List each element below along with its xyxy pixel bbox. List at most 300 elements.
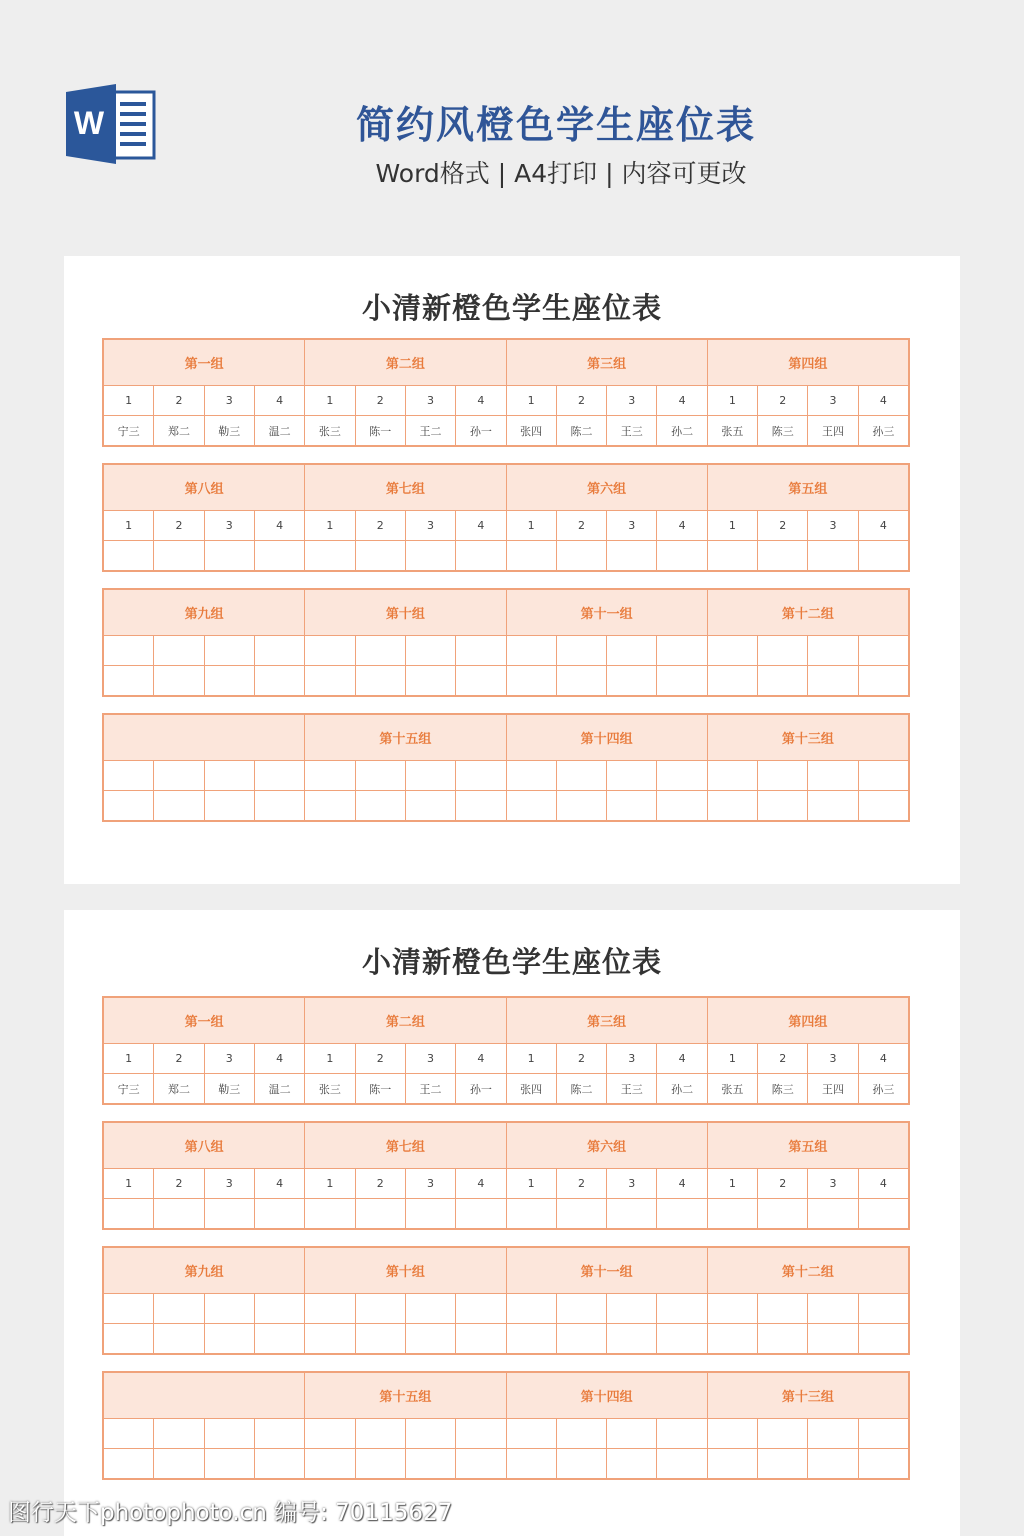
seat-cell bbox=[355, 761, 405, 791]
seat-cell: 郑二 bbox=[154, 1074, 204, 1104]
seat-cell bbox=[808, 1294, 858, 1324]
seat-cell bbox=[204, 1419, 254, 1449]
seat-cell bbox=[355, 1199, 405, 1229]
seat-cell bbox=[506, 1449, 556, 1479]
seat-cell bbox=[506, 1294, 556, 1324]
seat-cell bbox=[758, 1419, 808, 1449]
seat-cell bbox=[204, 636, 254, 666]
group-label: 第七组 bbox=[305, 465, 506, 511]
table-row bbox=[104, 416, 909, 446]
seat-cell: 2 bbox=[154, 1044, 204, 1074]
seat-cell bbox=[556, 791, 606, 821]
seat-cell bbox=[355, 666, 405, 696]
seat-cell bbox=[758, 1294, 808, 1324]
main-title: 简约风橙色学生座位表 bbox=[355, 103, 756, 147]
seat-cell: 陈三 bbox=[758, 1074, 808, 1104]
seat-cell bbox=[758, 1449, 808, 1479]
seat-cell: 2 bbox=[355, 1044, 405, 1074]
seat-cell bbox=[405, 1419, 455, 1449]
page-header bbox=[0, 0, 1024, 256]
seat-cell: 张四 bbox=[506, 416, 556, 446]
seat-cell: 2 bbox=[556, 386, 606, 416]
subtitle: Word格式 | A4打印 | 内容可更改 bbox=[375, 159, 747, 188]
group-header-row bbox=[104, 1123, 909, 1169]
table-row bbox=[104, 1169, 909, 1199]
seat-cell: 1 bbox=[104, 511, 154, 541]
seat-cell: 2 bbox=[355, 1169, 405, 1199]
seat-block bbox=[102, 1246, 910, 1355]
seat-cell: 4 bbox=[657, 1169, 707, 1199]
seat-cell bbox=[456, 1419, 506, 1449]
seat-cell: 1 bbox=[506, 386, 556, 416]
seat-cell bbox=[305, 791, 355, 821]
seat-cell: 4 bbox=[254, 1169, 304, 1199]
table-row bbox=[104, 1199, 909, 1229]
seat-cell bbox=[657, 761, 707, 791]
seat-cell bbox=[758, 1199, 808, 1229]
seat-cell: 孙二 bbox=[657, 416, 707, 446]
seat-cell bbox=[758, 761, 808, 791]
seat-cell: 4 bbox=[858, 1044, 908, 1074]
seat-cell bbox=[556, 1324, 606, 1354]
seat-cell: 3 bbox=[808, 511, 858, 541]
group-header-row bbox=[104, 590, 909, 636]
seat-cell bbox=[405, 1449, 455, 1479]
seat-cell: 2 bbox=[355, 511, 405, 541]
seat-cell bbox=[254, 1449, 304, 1479]
seat-cell bbox=[305, 761, 355, 791]
seat-cell bbox=[254, 636, 304, 666]
group-label: 第十一组 bbox=[506, 590, 707, 636]
seat-cell: 孙三 bbox=[858, 1074, 908, 1104]
seat-cell bbox=[456, 666, 506, 696]
sheet-title: 小清新橙色学生座位表 bbox=[361, 945, 662, 979]
seat-cell bbox=[808, 541, 858, 571]
seat-cell bbox=[456, 1324, 506, 1354]
seat-cell bbox=[204, 1294, 254, 1324]
seat-cell: 温二 bbox=[254, 1074, 304, 1104]
seat-cell bbox=[305, 666, 355, 696]
seat-cell: 陈一 bbox=[355, 1074, 405, 1104]
seat-cell bbox=[808, 666, 858, 696]
seat-cell bbox=[456, 1199, 506, 1229]
seat-cell bbox=[154, 1324, 204, 1354]
seat-cell bbox=[607, 636, 657, 666]
seat-cell bbox=[707, 1419, 757, 1449]
seating-sheet-2 bbox=[64, 910, 960, 1536]
table-row bbox=[104, 1074, 909, 1104]
seat-cell bbox=[254, 541, 304, 571]
seat-table bbox=[103, 1122, 909, 1229]
seat-cell bbox=[808, 636, 858, 666]
seat-cell bbox=[104, 666, 154, 696]
seat-cell bbox=[355, 636, 405, 666]
seat-cell bbox=[405, 791, 455, 821]
seat-cell bbox=[254, 1324, 304, 1354]
seat-cell: 1 bbox=[506, 1044, 556, 1074]
seat-cell bbox=[305, 1449, 355, 1479]
seat-cell: 4 bbox=[254, 1044, 304, 1074]
seat-cell bbox=[707, 541, 757, 571]
seat-cell bbox=[707, 791, 757, 821]
seat-cell: 2 bbox=[758, 1169, 808, 1199]
seat-cell bbox=[204, 761, 254, 791]
seat-cell bbox=[305, 1324, 355, 1354]
seat-cell bbox=[657, 1449, 707, 1479]
seat-cell bbox=[707, 761, 757, 791]
seat-cell bbox=[556, 636, 606, 666]
table-row bbox=[104, 761, 909, 791]
seat-cell: 孙三 bbox=[858, 416, 908, 446]
seat-cell bbox=[858, 791, 908, 821]
seat-cell: 4 bbox=[456, 1169, 506, 1199]
group-header-row bbox=[104, 1248, 909, 1294]
seat-table bbox=[103, 464, 909, 571]
group-label: 第一组 bbox=[104, 998, 305, 1044]
seat-cell: 1 bbox=[305, 1169, 355, 1199]
seat-cell bbox=[657, 636, 707, 666]
seat-cell bbox=[104, 1324, 154, 1354]
seat-cell bbox=[154, 1199, 204, 1229]
group-label: 第五组 bbox=[707, 465, 908, 511]
seat-cell: 4 bbox=[858, 1169, 908, 1199]
seat-cell: 2 bbox=[758, 1044, 808, 1074]
seat-cell: 3 bbox=[405, 1169, 455, 1199]
group-header-row bbox=[104, 998, 909, 1044]
seat-cell bbox=[254, 791, 304, 821]
seat-cell: 4 bbox=[254, 386, 304, 416]
seat-cell bbox=[707, 1449, 757, 1479]
seat-block bbox=[102, 1371, 910, 1480]
seat-cell: 2 bbox=[154, 511, 204, 541]
seat-cell bbox=[506, 1324, 556, 1354]
table-row bbox=[104, 636, 909, 666]
seat-cell bbox=[154, 1294, 204, 1324]
seat-block bbox=[102, 588, 910, 697]
seat-cell bbox=[405, 1324, 455, 1354]
seat-cell bbox=[808, 791, 858, 821]
seat-cell: 2 bbox=[758, 386, 808, 416]
seat-cell: 3 bbox=[808, 1169, 858, 1199]
seat-cell bbox=[254, 666, 304, 696]
group-label: 第十二组 bbox=[707, 1248, 908, 1294]
seat-cell: 3 bbox=[607, 1169, 657, 1199]
seat-cell: 1 bbox=[104, 1169, 154, 1199]
seat-table bbox=[103, 1247, 909, 1354]
group-label: 第十二组 bbox=[707, 590, 908, 636]
seat-cell bbox=[254, 1419, 304, 1449]
group-header-row bbox=[104, 340, 909, 386]
seat-block bbox=[102, 713, 910, 822]
seat-cell bbox=[104, 791, 154, 821]
seating-sheet-1 bbox=[64, 256, 960, 884]
seat-cell bbox=[758, 636, 808, 666]
seat-cell bbox=[858, 1419, 908, 1449]
seat-cell: 宁三 bbox=[104, 416, 154, 446]
group-label: 第十三组 bbox=[707, 1373, 908, 1419]
group-label: 第九组 bbox=[104, 1248, 305, 1294]
seat-cell: 2 bbox=[556, 1169, 606, 1199]
group-label: 第三组 bbox=[506, 998, 707, 1044]
group-header-row bbox=[104, 715, 909, 761]
seat-cell: 陈二 bbox=[556, 416, 606, 446]
group-label: 第二组 bbox=[305, 340, 506, 386]
seat-table bbox=[103, 714, 909, 821]
seat-cell bbox=[607, 1294, 657, 1324]
table-row bbox=[104, 1324, 909, 1354]
seat-cell bbox=[405, 666, 455, 696]
seat-cell bbox=[305, 541, 355, 571]
seat-cell bbox=[556, 1294, 606, 1324]
group-label: 第八组 bbox=[104, 465, 305, 511]
table-row bbox=[104, 386, 909, 416]
seat-cell bbox=[104, 636, 154, 666]
seat-cell bbox=[858, 1199, 908, 1229]
seat-cell: 1 bbox=[104, 1044, 154, 1074]
group-label: 第十四组 bbox=[506, 1373, 707, 1419]
seat-cell bbox=[204, 791, 254, 821]
seat-cell: 3 bbox=[607, 386, 657, 416]
seat-cell bbox=[556, 666, 606, 696]
seat-cell: 4 bbox=[657, 386, 707, 416]
seat-cell bbox=[858, 666, 908, 696]
seat-cell bbox=[506, 1199, 556, 1229]
seat-cell: 2 bbox=[355, 386, 405, 416]
seat-table bbox=[103, 997, 909, 1104]
seat-cell bbox=[556, 1449, 606, 1479]
seat-cell bbox=[657, 1294, 707, 1324]
seat-cell bbox=[506, 541, 556, 571]
seat-cell: 3 bbox=[405, 511, 455, 541]
seat-cell bbox=[506, 761, 556, 791]
seat-cell: 2 bbox=[758, 511, 808, 541]
seat-cell bbox=[758, 666, 808, 696]
seat-cell: 王四 bbox=[808, 416, 858, 446]
seat-cell: 3 bbox=[204, 386, 254, 416]
seat-cell bbox=[808, 761, 858, 791]
seat-cell bbox=[607, 761, 657, 791]
group-label: 第四组 bbox=[707, 998, 908, 1044]
seat-cell bbox=[707, 1324, 757, 1354]
group-label: 第十五组 bbox=[305, 1373, 506, 1419]
seat-cell: 张三 bbox=[305, 1074, 355, 1104]
seat-table bbox=[103, 339, 909, 446]
table-row bbox=[104, 511, 909, 541]
seat-cell: 2 bbox=[556, 511, 606, 541]
seat-cell: 1 bbox=[707, 1044, 757, 1074]
seat-cell bbox=[858, 1449, 908, 1479]
group-label bbox=[104, 1373, 305, 1419]
seat-cell bbox=[758, 1324, 808, 1354]
seat-cell bbox=[657, 666, 707, 696]
seat-cell bbox=[405, 636, 455, 666]
seat-cell bbox=[104, 761, 154, 791]
seat-cell: 4 bbox=[657, 1044, 707, 1074]
seat-cell bbox=[607, 1199, 657, 1229]
seat-cell bbox=[607, 1419, 657, 1449]
table-row bbox=[104, 541, 909, 571]
seat-block bbox=[102, 338, 910, 447]
seat-cell: 王三 bbox=[607, 1074, 657, 1104]
seat-cell bbox=[305, 1199, 355, 1229]
seat-cell bbox=[657, 791, 707, 821]
group-label: 第四组 bbox=[707, 340, 908, 386]
seat-cell bbox=[204, 1449, 254, 1479]
seat-cell bbox=[456, 1294, 506, 1324]
seat-cell: 张五 bbox=[707, 416, 757, 446]
seat-cell bbox=[657, 1199, 707, 1229]
seat-cell bbox=[355, 1449, 405, 1479]
seat-cell bbox=[657, 541, 707, 571]
seat-cell: 1 bbox=[707, 386, 757, 416]
seat-cell: 张五 bbox=[707, 1074, 757, 1104]
seat-cell bbox=[506, 1419, 556, 1449]
seat-cell bbox=[204, 1324, 254, 1354]
group-label: 第九组 bbox=[104, 590, 305, 636]
seat-cell bbox=[858, 636, 908, 666]
seat-cell: 3 bbox=[204, 1169, 254, 1199]
seat-cell bbox=[154, 666, 204, 696]
seat-cell bbox=[254, 1199, 304, 1229]
seat-cell bbox=[154, 1419, 204, 1449]
seat-cell: 3 bbox=[808, 386, 858, 416]
seat-cell bbox=[456, 1449, 506, 1479]
seat-cell bbox=[305, 1419, 355, 1449]
seat-cell bbox=[556, 761, 606, 791]
group-label: 第二组 bbox=[305, 998, 506, 1044]
seat-cell: 3 bbox=[607, 1044, 657, 1074]
seat-cell: 王四 bbox=[808, 1074, 858, 1104]
seat-cell: 孙一 bbox=[456, 416, 506, 446]
seat-cell bbox=[607, 666, 657, 696]
seat-cell bbox=[556, 1199, 606, 1229]
seat-cell: 4 bbox=[858, 511, 908, 541]
seat-cell bbox=[456, 791, 506, 821]
seat-cell bbox=[506, 791, 556, 821]
seat-cell bbox=[607, 1324, 657, 1354]
seat-cell: 4 bbox=[456, 386, 506, 416]
seat-cell: 勒三 bbox=[204, 1074, 254, 1104]
seat-cell: 4 bbox=[657, 511, 707, 541]
seat-cell: 1 bbox=[707, 1169, 757, 1199]
seat-cell bbox=[254, 761, 304, 791]
seat-cell bbox=[858, 761, 908, 791]
seat-cell: 2 bbox=[154, 1169, 204, 1199]
svg-text:W: W bbox=[73, 105, 105, 141]
group-label: 第七组 bbox=[305, 1123, 506, 1169]
seat-cell bbox=[808, 1199, 858, 1229]
table-row bbox=[104, 1449, 909, 1479]
seat-cell: 陈三 bbox=[758, 416, 808, 446]
seat-cell bbox=[707, 636, 757, 666]
seat-cell bbox=[758, 791, 808, 821]
seat-cell bbox=[154, 636, 204, 666]
seat-cell bbox=[657, 1419, 707, 1449]
group-label: 第五组 bbox=[707, 1123, 908, 1169]
sheet-title: 小清新橙色学生座位表 bbox=[361, 291, 662, 325]
table-row bbox=[104, 1294, 909, 1324]
group-label: 第十五组 bbox=[305, 715, 506, 761]
seat-cell: 陈二 bbox=[556, 1074, 606, 1104]
seat-cell: 温二 bbox=[254, 416, 304, 446]
seat-cell: 3 bbox=[405, 386, 455, 416]
table-row bbox=[104, 1419, 909, 1449]
seat-cell: 2 bbox=[154, 386, 204, 416]
group-header-row bbox=[104, 465, 909, 511]
seat-cell: 孙二 bbox=[657, 1074, 707, 1104]
seat-cell: 1 bbox=[305, 511, 355, 541]
seat-cell: 3 bbox=[204, 1044, 254, 1074]
seat-block bbox=[102, 463, 910, 572]
seat-cell: 3 bbox=[405, 1044, 455, 1074]
group-label: 第十四组 bbox=[506, 715, 707, 761]
seat-cell bbox=[154, 1449, 204, 1479]
seat-cell: 3 bbox=[607, 511, 657, 541]
seat-cell bbox=[204, 1199, 254, 1229]
seat-cell bbox=[607, 791, 657, 821]
group-label: 第三组 bbox=[506, 340, 707, 386]
seat-cell bbox=[707, 666, 757, 696]
seat-cell bbox=[204, 666, 254, 696]
seat-cell bbox=[707, 1294, 757, 1324]
seat-cell: 1 bbox=[305, 1044, 355, 1074]
group-label: 第八组 bbox=[104, 1123, 305, 1169]
group-label: 第十组 bbox=[305, 590, 506, 636]
seat-cell bbox=[858, 541, 908, 571]
seat-cell: 王二 bbox=[405, 416, 455, 446]
seat-cell: 1 bbox=[305, 386, 355, 416]
seat-cell bbox=[104, 1449, 154, 1479]
seat-cell bbox=[456, 636, 506, 666]
seat-cell bbox=[456, 541, 506, 571]
seat-cell: 3 bbox=[204, 511, 254, 541]
group-label: 第十三组 bbox=[707, 715, 908, 761]
seat-cell: 4 bbox=[456, 511, 506, 541]
seat-cell bbox=[707, 1199, 757, 1229]
seat-cell: 2 bbox=[556, 1044, 606, 1074]
seat-cell bbox=[355, 1294, 405, 1324]
seat-cell: 陈一 bbox=[355, 416, 405, 446]
seat-cell: 4 bbox=[456, 1044, 506, 1074]
seat-cell: 宁三 bbox=[104, 1074, 154, 1104]
group-label bbox=[104, 715, 305, 761]
seat-cell bbox=[405, 1294, 455, 1324]
group-label: 第一组 bbox=[104, 340, 305, 386]
seat-cell: 郑二 bbox=[154, 416, 204, 446]
seat-block bbox=[102, 996, 910, 1105]
seat-cell bbox=[556, 541, 606, 571]
seat-cell: 4 bbox=[858, 386, 908, 416]
seat-cell bbox=[355, 541, 405, 571]
seat-cell bbox=[154, 791, 204, 821]
seat-cell bbox=[808, 1419, 858, 1449]
table-row bbox=[104, 666, 909, 696]
seat-cell bbox=[305, 636, 355, 666]
seat-cell bbox=[254, 1294, 304, 1324]
seat-cell bbox=[758, 541, 808, 571]
seat-cell bbox=[808, 1324, 858, 1354]
seat-cell: 孙一 bbox=[456, 1074, 506, 1104]
seat-cell bbox=[104, 1199, 154, 1229]
seat-cell bbox=[858, 1324, 908, 1354]
seat-cell bbox=[104, 541, 154, 571]
seat-cell: 3 bbox=[808, 1044, 858, 1074]
seat-cell: 勒三 bbox=[204, 416, 254, 446]
seat-block bbox=[102, 1121, 910, 1230]
group-header-row bbox=[104, 1373, 909, 1419]
seat-cell bbox=[405, 761, 455, 791]
seat-cell bbox=[355, 1324, 405, 1354]
